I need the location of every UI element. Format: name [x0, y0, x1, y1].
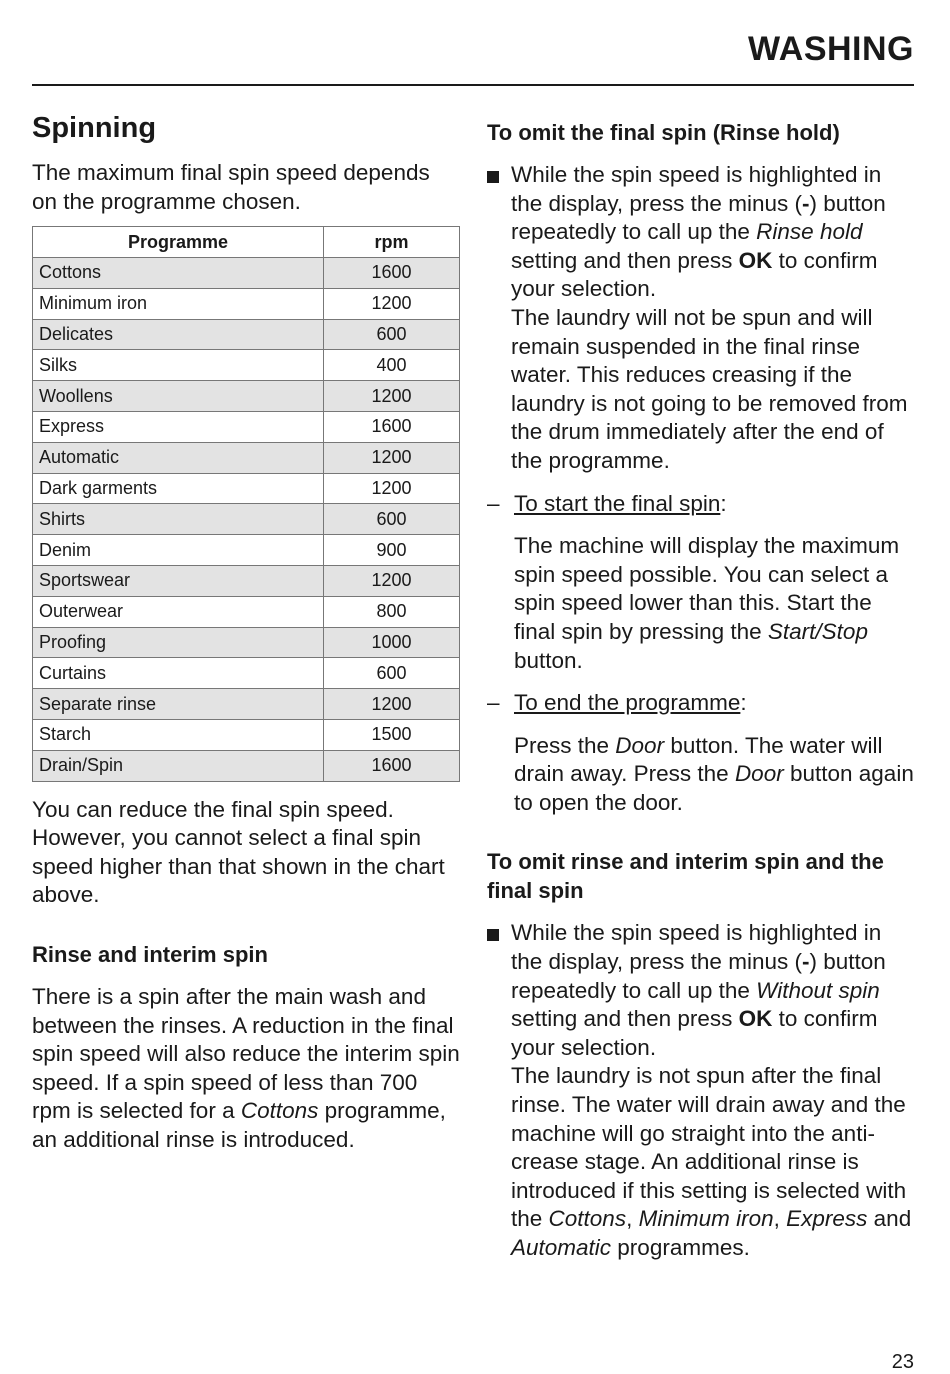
rpm-cell: 1000 [324, 627, 460, 658]
rpm-cell: 600 [324, 658, 460, 689]
dash-marker: – [487, 490, 500, 516]
programme-cell: Proofing [33, 627, 324, 658]
rpm-cell: 1200 [324, 442, 460, 473]
rinse-hold-result: The laundry will not be spun and will remain suspended in the final rinse water. This reduces creasing if the laundry is not going to be removed from the drum immediately after the end of the programme. [511, 304, 908, 473]
rpm-cell: 600 [324, 504, 460, 535]
table-row [33, 535, 460, 566]
rinse-hold-heading: To omit the final spin (Rinse hold) [487, 120, 840, 145]
programme-cell: Automatic [33, 442, 324, 473]
programme-cell: Express [33, 411, 324, 442]
programme-cell: Woollens [33, 381, 324, 412]
start-final-spin-label: To start the final spin [514, 490, 721, 516]
programme-cell: Dark garments [33, 473, 324, 504]
omit-rinse-step: While the spin speed is highlighted in the display, press the minus (-) button repeatedly to call up the Without spin setting and then press OK to confirm your selection. The laundry is not spun after the final rinse. The water will drain away and the machine will go straight into the anti-crease stage. An additional rinse is introduced if this setting is selected with the Cottons, Minimum iron, Express and Automatic programmes. [487, 919, 917, 1262]
end-programme-item: – To end the programme: [487, 689, 917, 718]
rpm-cell: 400 [324, 350, 460, 381]
rpm-cell: 1200 [324, 288, 460, 319]
section-title: WASHING [748, 30, 914, 68]
bullet-square-icon [487, 171, 499, 183]
spinning-heading: Spinning [32, 112, 157, 144]
programme-cell: Shirts [33, 504, 324, 535]
table-row [33, 689, 460, 720]
start-final-spin-text: The machine will display the maximum spin speed possible. You can select a spin speed lower than this. Start the final spin by pressing the Start/Stop button. [514, 533, 900, 673]
table-row [33, 319, 460, 350]
table-row [33, 350, 460, 381]
programme-cell: Minimum iron [33, 288, 324, 319]
rpm-column-header: rpm [324, 227, 460, 258]
left-column [32, 108, 460, 1154]
rpm-cell: 1200 [324, 381, 460, 412]
rpm-cell: 1200 [324, 473, 460, 504]
spinning-intro: The maximum final spin speed depends on the programme chosen. [32, 160, 430, 214]
programme-cell: Separate rinse [33, 689, 324, 720]
programme-column-header: Programme [33, 227, 324, 258]
rpm-cell: 1200 [324, 689, 460, 720]
omit-rinse-result: The laundry is not spun after the final rinse. The water will drain away and the machine will go straight into the anti-crease stage. An additional rinse is introduced if this setting is selected with the Cottons, Minimum iron, Express and Automatic programmes. [511, 1063, 912, 1260]
rpm-cell: 1600 [324, 411, 460, 442]
omit-rinse-heading: To omit rinse and interim spin and the final spin [487, 849, 884, 904]
programme-cell: Denim [33, 535, 324, 566]
rpm-cell: 600 [324, 319, 460, 350]
header-rule [32, 84, 914, 86]
reduce-speed-text: You can reduce the final spin speed. However, you cannot select a final spin speed higher than that shown in the chart above. [32, 796, 445, 908]
programme-cell: Sportswear [33, 565, 324, 596]
programme-cell: Outerwear [33, 596, 324, 627]
table-row [33, 565, 460, 596]
table-row [33, 719, 460, 750]
table-row [33, 504, 460, 535]
table-row [33, 442, 460, 473]
rinse-hold-step: While the spin speed is highlighted in the display, press the minus (-) button repeatedly to call up the Rinse hold setting and then press OK to confirm your selection. The laundry will not be spun and will remain suspended in the final rinse water. This reduces creasing if the laundry is not going to be removed from the drum immediately after the end of the programme. [487, 161, 917, 476]
table-row [33, 627, 460, 658]
end-programme-label: To end the programme [514, 690, 741, 716]
rpm-cell: 1500 [324, 719, 460, 750]
table-row [33, 473, 460, 504]
start-final-spin-item: – To start the final spin: [487, 490, 917, 519]
programme-cell: Starch [33, 719, 324, 750]
table-row [33, 257, 460, 288]
programme-cell: Curtains [33, 658, 324, 689]
table-row [33, 750, 460, 781]
rpm-cell: 800 [324, 596, 460, 627]
table-row [33, 288, 460, 319]
rpm-cell: 1600 [324, 750, 460, 781]
bullet-square-icon [487, 929, 499, 941]
programme-cell: Cottons [33, 257, 324, 288]
spin-table-body [33, 257, 460, 781]
rinse-interim-text: There is a spin after the main wash and between the rinses. A reduction in the final spin speed will also reduce the interim spin speed. If a spin speed of less than 700 rpm is selected for a Cottons programme, an additional rinse is introduced. [32, 983, 460, 1152]
table-row [33, 411, 460, 442]
rpm-cell: 1200 [324, 565, 460, 596]
rpm-cell: 1600 [324, 257, 460, 288]
table-row [33, 596, 460, 627]
table-header-row [33, 227, 460, 258]
rinse-interim-heading: Rinse and interim spin [32, 941, 268, 967]
dash-marker: – [487, 690, 500, 716]
programme-cell: Silks [33, 350, 324, 381]
table-row [33, 381, 460, 412]
page-number: 23 [891, 1351, 914, 1373]
right-column [487, 108, 917, 1263]
end-programme-text: Press the Door button. The water will drain away. Press the Door button again to open the door. [514, 732, 914, 815]
table-row [33, 658, 460, 689]
programme-cell: Drain/Spin [33, 750, 324, 781]
spin-speed-table [32, 226, 460, 781]
programme-cell: Delicates [33, 319, 324, 350]
rpm-cell: 900 [324, 535, 460, 566]
